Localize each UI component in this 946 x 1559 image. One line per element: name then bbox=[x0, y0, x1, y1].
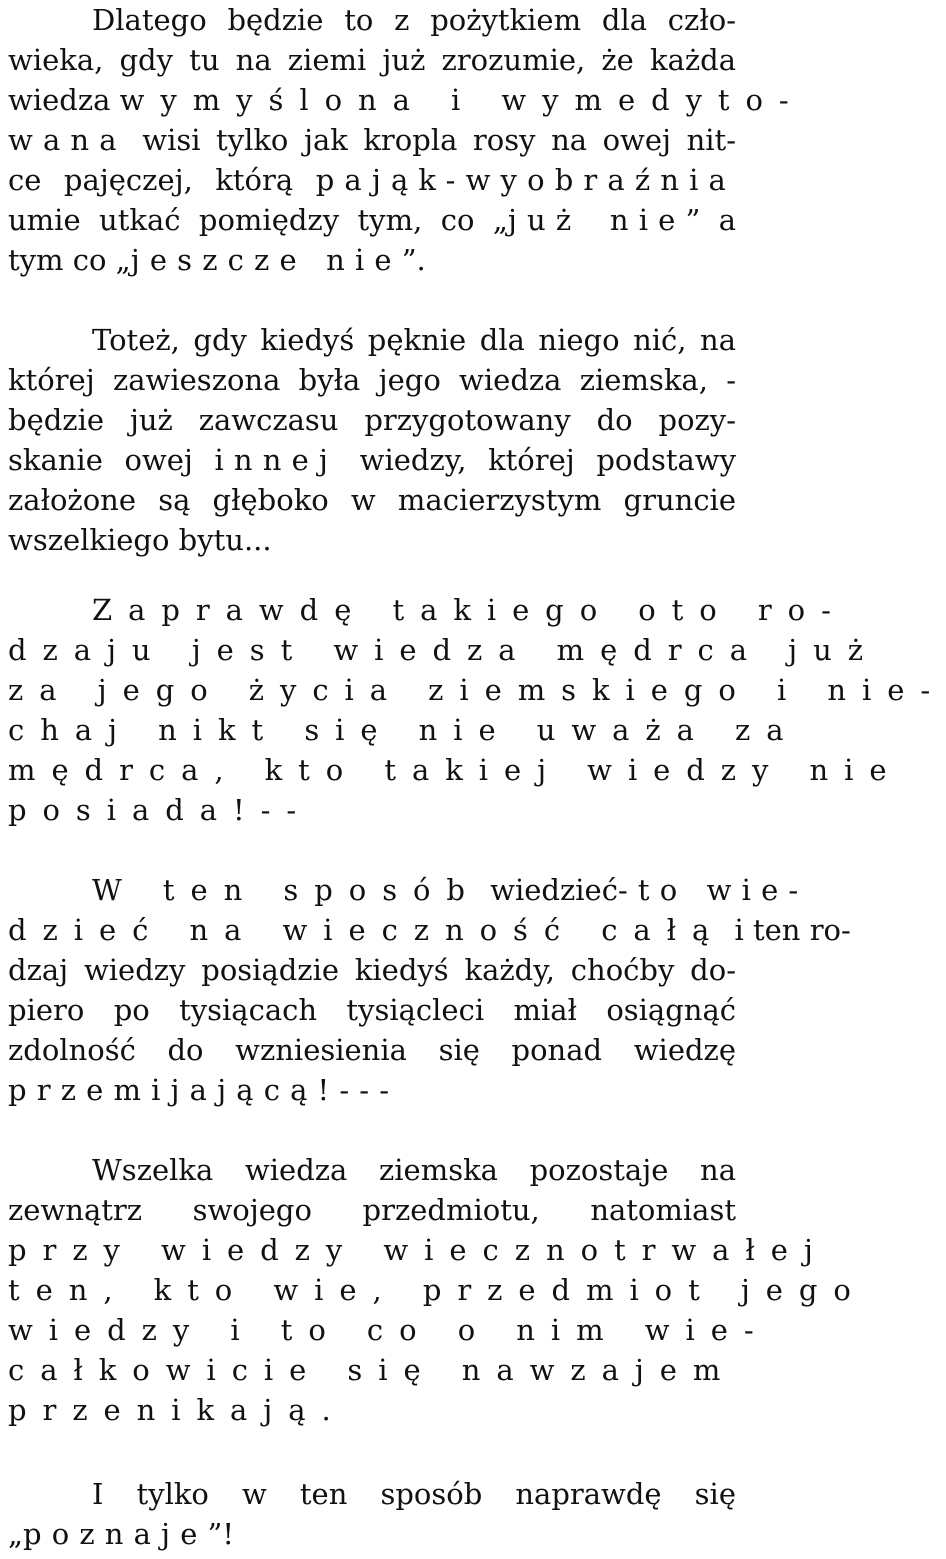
text-line bbox=[8, 520, 736, 560]
spaced-text-segment: ten, kto wie, przedmiot jego bbox=[8, 1273, 867, 1307]
text-segment: ”. bbox=[401, 243, 426, 277]
text-segment: wieka, gdy tu na ziemi już zrozumie, że każda bbox=[8, 43, 736, 77]
text-line bbox=[8, 360, 736, 400]
text-line bbox=[8, 480, 736, 520]
text-line bbox=[8, 910, 851, 950]
text-line bbox=[92, 590, 847, 630]
spaced-text-segment: jeszcze nie bbox=[130, 243, 402, 277]
text-line bbox=[8, 120, 736, 160]
text-segment: I tylko w ten sposób naprawdę się bbox=[92, 1477, 736, 1511]
text-segment: zewnątrz swojego przedmiotu, natomiast bbox=[8, 1193, 736, 1227]
text-line bbox=[8, 1350, 736, 1390]
spaced-text-segment: Zaprawdę takiego oto ro- bbox=[92, 593, 847, 627]
text-line bbox=[8, 200, 736, 240]
text-line bbox=[92, 320, 736, 360]
text-segment: Wszelka wiedza ziemska pozostaje na bbox=[92, 1153, 736, 1187]
text-segment: ”! bbox=[207, 1517, 234, 1551]
spaced-text-segment: wymyślona i wymedyto- bbox=[119, 83, 805, 117]
text-line bbox=[92, 1474, 736, 1514]
text-line bbox=[8, 1514, 736, 1554]
text-line bbox=[8, 1270, 867, 1310]
text-segment: wszelkiego bytu... bbox=[8, 523, 272, 557]
text-segment: wiedza bbox=[8, 83, 120, 117]
text-segment: skanie owej bbox=[8, 443, 215, 477]
text-line bbox=[8, 1390, 736, 1430]
text-line bbox=[8, 750, 903, 790]
text-line bbox=[8, 1190, 736, 1230]
spaced-text-segment: -to wie- bbox=[617, 873, 809, 907]
text-line bbox=[8, 160, 736, 200]
spaced-text-segment: za jego życia ziemskiego i nie- bbox=[8, 673, 946, 707]
spaced-text-segment: przemijającą!--- bbox=[8, 1073, 400, 1107]
text-segment: zdolność do wzniesienia się ponad wiedzę bbox=[8, 1033, 736, 1067]
text-segment: założone są głęboko w macierzystym gruncie bbox=[8, 483, 736, 517]
text-segment: której zawieszona była jego wiedza ziemska, - bbox=[8, 363, 736, 397]
text-segment: wiedzieć bbox=[480, 873, 618, 907]
text-line bbox=[8, 1310, 770, 1350]
text-segment: umie utkać pomiędzy tym, co „ bbox=[8, 203, 508, 237]
spaced-text-segment: wiedzy i to co o nim wie- bbox=[8, 1313, 770, 1347]
text-line bbox=[8, 790, 736, 830]
text-segment: wisi tylko jak kropla rosy na owej nit- bbox=[126, 123, 736, 157]
text-segment: wiedzy, której podstawy bbox=[338, 443, 736, 477]
text-segment: Dlatego będzie to z pożytkiem dla czło- bbox=[92, 3, 736, 37]
text-line bbox=[8, 670, 946, 710]
spaced-text-segment: chaj nikt się nie uważa za bbox=[8, 713, 800, 747]
text-line bbox=[8, 990, 736, 1030]
text-line bbox=[92, 870, 809, 910]
text-segment: i ten ro- bbox=[725, 913, 851, 947]
spaced-text-segment: wana bbox=[8, 123, 127, 157]
spaced-text-segment: W ten sposób bbox=[92, 873, 481, 907]
text-line bbox=[8, 80, 805, 120]
text-line bbox=[8, 630, 879, 670]
text-line bbox=[8, 1070, 736, 1110]
spaced-text-segment: poznaje bbox=[23, 1517, 208, 1551]
spaced-text-segment: posiada!-- bbox=[8, 793, 313, 827]
text-line bbox=[8, 710, 800, 750]
spaced-text-segment: całkowicie się nawzajem bbox=[8, 1353, 737, 1387]
text-line bbox=[8, 400, 736, 440]
text-line bbox=[8, 40, 736, 80]
text-line bbox=[92, 1150, 736, 1190]
spaced-text-segment: pająk-wyobraźnia bbox=[315, 163, 736, 197]
spaced-text-segment: przenikają. bbox=[8, 1393, 347, 1427]
text-segment: piero po tysiącach tysiącleci miał osiągnąć bbox=[8, 993, 736, 1027]
text-segment: Toteż, gdy kiedyś pęknie dla niego nić, na bbox=[92, 323, 736, 357]
text-line bbox=[8, 240, 736, 280]
spaced-text-segment: dzieć na wieczność całą bbox=[8, 913, 726, 947]
spaced-text-segment: przy wiedzy wiecznotrwałej bbox=[8, 1233, 829, 1267]
spaced-text-segment: dzaju jest wiedza mędrca już bbox=[8, 633, 879, 667]
text-segment: ce pajęczej, którą bbox=[8, 163, 316, 197]
text-segment: „ bbox=[8, 1517, 24, 1551]
text-line bbox=[8, 1230, 829, 1270]
text-line bbox=[8, 950, 736, 990]
spaced-text-segment: innej bbox=[214, 443, 339, 477]
spaced-text-segment: mędrca, kto takiej wiedzy nie bbox=[8, 753, 903, 787]
text-line bbox=[8, 1030, 736, 1070]
text-segment: będzie już zawczasu przygotowany do pozy- bbox=[8, 403, 736, 437]
text-segment: dzaj wiedzy posiądzie kiedyś każdy, choćby do- bbox=[8, 953, 736, 987]
spaced-text-segment: już nie bbox=[507, 203, 686, 237]
text-segment: tym co „ bbox=[8, 243, 131, 277]
text-line bbox=[92, 0, 736, 40]
text-segment: ” a bbox=[685, 203, 736, 237]
text-line bbox=[8, 440, 736, 480]
